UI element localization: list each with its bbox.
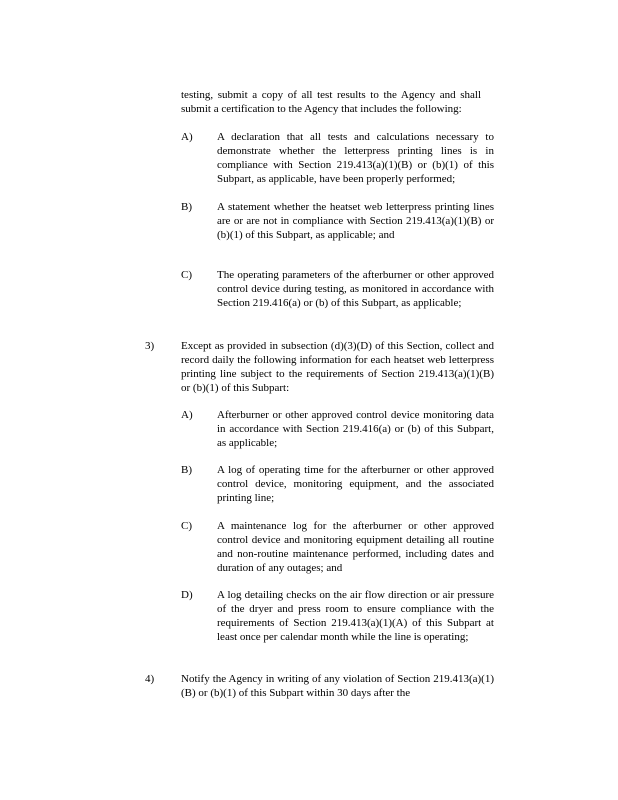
item-3a-text: Afterburner or other approved control device monitoring data in accordance with Section 219.416(a) or (b) of this Subpart, as applicable; [217, 409, 494, 449]
item-3b-marker: B) [181, 464, 192, 476]
item-3c-marker: C) [181, 520, 192, 532]
cert-item-c-marker: C) [181, 269, 192, 281]
item-3b-text: A log of operating time for the afterburner or other approved control device, monitoring equipment, and the associated printing line; [217, 464, 494, 504]
item-3d-marker: D) [181, 589, 193, 601]
cert-item-b-marker: B) [181, 201, 192, 213]
item-3-marker: 3) [145, 340, 155, 352]
item-3a-marker: A) [181, 409, 193, 421]
cert-item-c-text: The operating parameters of the afterburner or other approved control device during testing, as monitored in accordance with Section 219.416(a) or (b) of this Subpart, as applicable; [217, 269, 494, 309]
intro-paragraph: testing, submit a copy of all test results to the Agency and shall submit a certification to the Agency that includes the following: [181, 89, 481, 115]
item-4-marker: 4) [145, 673, 155, 685]
cert-item-a-text: A declaration that all tests and calculations necessary to demonstrate whether the letterpress printing lines is in compliance with Section 219.413(a)(1)(B) or (b)(1) of this Subpart, as applicable, have been properly performed; [217, 131, 494, 185]
cert-item-b-text: A statement whether the heatset web letterpress printing lines are or are not in compliance with Section 219.413(a)(1)(B) or (b)(1) of this Subpart, as applicable; and [217, 201, 494, 241]
item-3d-text: A log detailing checks on the air flow direction or air pressure of the dryer and press room to ensure compliance with the requirements of Section 219.413(a)(1)(A) of this Subpart at least once per calendar month while the line is operating; [217, 589, 494, 643]
item-3-text: Except as provided in subsection (d)(3)(D) of this Section, collect and record daily the following information for each heatset web letterpress printing line subject to the requirements of Section 219.413(a)(1)(B) or (b)(1) of this Subpart: [181, 340, 494, 394]
cert-item-a-marker: A) [181, 131, 193, 143]
item-3c-text: A maintenance log for the afterburner or other approved control device and monitoring equipment detailing all routine and non-routine maintenance performed, including dates and duration of any outages; and [217, 520, 494, 574]
item-4-text: Notify the Agency in writing of any violation of Section 219.413(a)(1)(B) or (b)(1) of this Subpart within 30 days after the [181, 673, 494, 699]
